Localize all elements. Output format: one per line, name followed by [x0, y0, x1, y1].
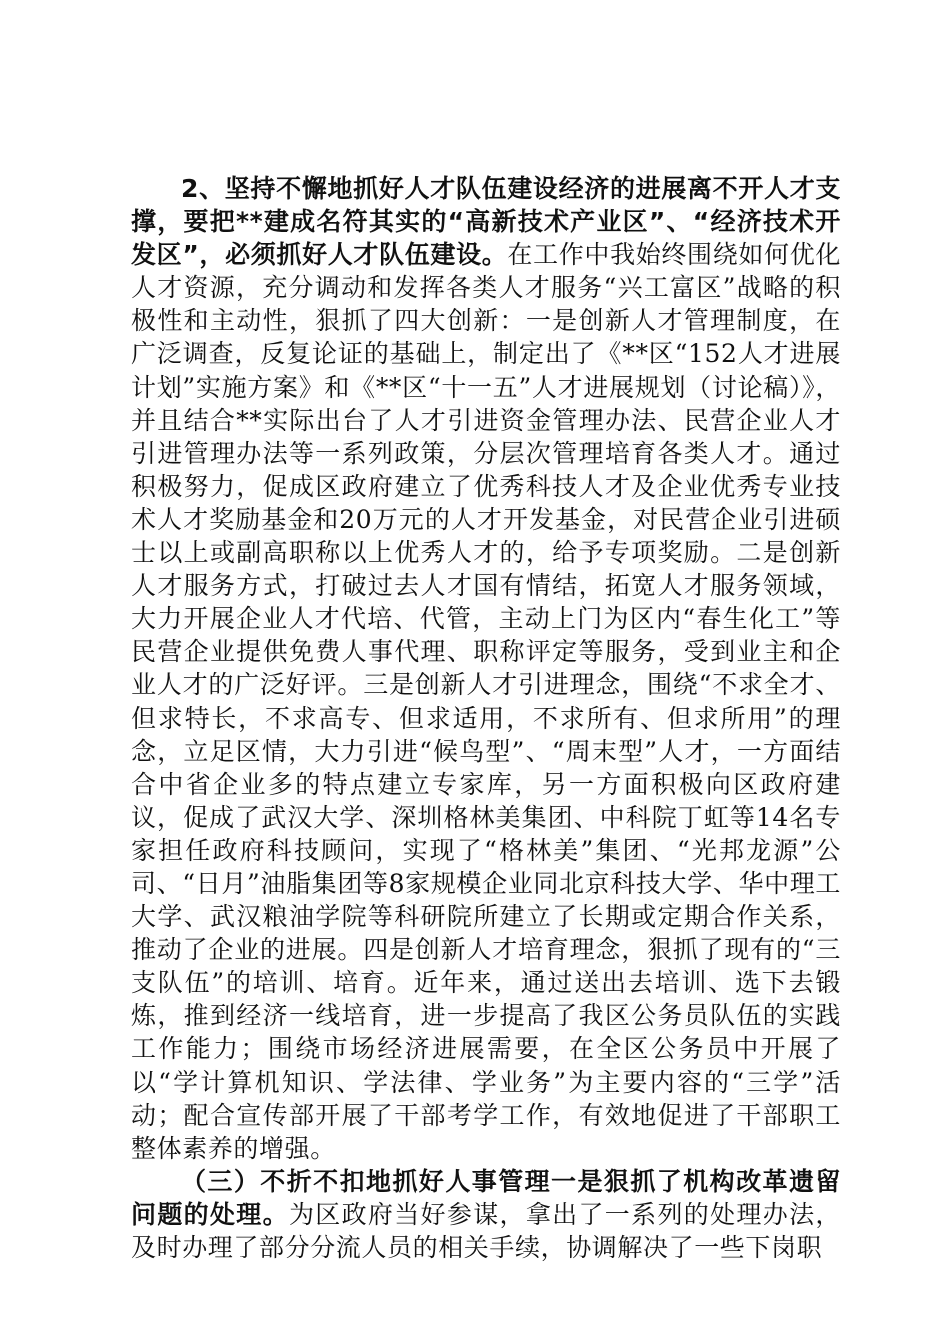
paragraph-personnel-management: [131, 1165, 841, 1264]
paragraph-heading: （三）不折不扣地抓好人事管理一是狠抓了机构改革遗留问题的处理。: [131, 1166, 841, 1229]
paragraph-talent-team: [131, 172, 841, 1165]
paragraph-text: 在工作中我始终围绕如何优化人才资源，充分调动和发挥各类人才服务“兴工富区”战略的积极性和主动性，狠抓了四大创新：一是创新人才管理制度，在广泛调查，反复论证的基础上，制定出了《**区“152人才进展计划”实施方案》和《**区“十一五”人才进展规划（讨论稿）》，并且结合**实际出台了人才引进资金管理办法、民营企业人才引进管理办法等一系列政策，分层次管理培育各类人才。通过积极努力，促成区政府建立了优秀科技人才及企业优秀专业技术人才奖励基金和20万元的人才开发基金，对民营企业引进硕士以上或副高职称以上优秀人才的，给予专项奖励。二是创新人才服务方式，打破过去人才国有情结，拓宽人才服务领域，大力开展企业人才代培、代管，主动上门为区内“春生化工”等民营企业提供免费人事代理、职称评定等服务，受到业主和企业人才的广泛好评。三是创新人才引进理念，围绕“不求全才、但求特长，不求高专、但求适用，不求所有、但求所用”的理念，立足区情，大力引进“候鸟型”、“周末型”人才，一方面结合中省企业多的特点建立专家库，另一方面积极向区政府建议，促成了武汉大学、深圳格林美集团、中科院丁虹等14名专家担任政府科技顾问，实现了“格林美”集团、“光邦龙源”公司、“日月”油脂集团等8家规模企业同北京科技大学、华中理工大学、武汉粮油学院等科研院所建立了长期或定期合作关系，推动了企业的进展。四是创新人才培育理念，狠抓了现有的“三支队伍”的培训、培育。近年来，通过送出去培训、选下去锻炼，推到经济一线培育，进一步提高了我区公务员队伍的实践工作能力；围绕市场经济进展需要，在全区公务员中开展了以“学计算机知识、学法律、学业务”为主要内容的“三学”活动；配合宣传部开展了干部考学工作，有效地促进了干部职工整体素养的增强。: [131, 240, 841, 1163]
document-body: [131, 172, 841, 1264]
paragraph-heading: 2、坚持不懈地抓好人才队伍建设经济的进展离不开人才支撑，要把**建成名符其实的“高新技术产业区”、“经济技术开发区”，必须抓好人才队伍建设。: [131, 174, 841, 270]
paragraph-text: 为区政府当好参谋，拿出了一系列的处理办法，及时办理了部分分流人员的相关手续，协调解决了一些下岗职: [131, 1199, 841, 1262]
